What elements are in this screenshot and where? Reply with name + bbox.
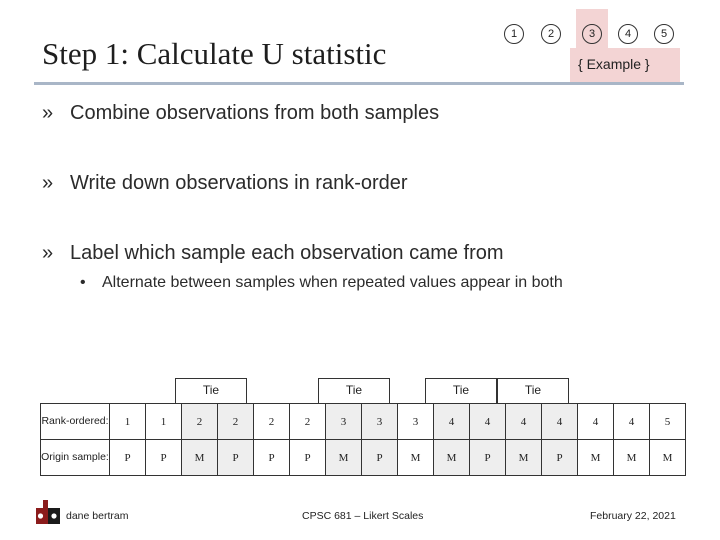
step-4-button[interactable]: 4 xyxy=(618,24,638,44)
rank-cell: 2 xyxy=(290,404,326,440)
origin-cell: M xyxy=(398,440,434,476)
tie-label: Tie xyxy=(452,383,470,397)
bullet-text: Label which sample each observation came from xyxy=(70,242,504,264)
step-5-button[interactable]: 5 xyxy=(654,24,674,44)
tie-bracket-2s xyxy=(175,378,247,404)
rank-table xyxy=(40,403,686,476)
rank-cell: 4 xyxy=(614,404,650,440)
origin-cell: M xyxy=(614,440,650,476)
origin-cell: M xyxy=(650,440,686,476)
rank-cell: 1 xyxy=(110,404,146,440)
bullet-text: Write down observations in rank-order xyxy=(70,172,408,194)
step-1-button[interactable]: 1 xyxy=(504,24,524,44)
origin-cell: M xyxy=(506,440,542,476)
rank-cell: 2 xyxy=(182,404,218,440)
origin-cell: P xyxy=(362,440,398,476)
db-logo-icon xyxy=(36,500,60,524)
rank-cell: 4 xyxy=(542,404,578,440)
row-label-origin: Origin sample: xyxy=(41,440,110,476)
step-2-button[interactable]: 2 xyxy=(541,24,561,44)
footer-course: CPSC 681 – Likert Scales xyxy=(302,510,424,522)
tie-bracket-4s-a xyxy=(425,378,497,404)
rank-cell: 4 xyxy=(434,404,470,440)
footer-date: February 22, 2021 xyxy=(590,510,676,522)
rank-cell: 5 xyxy=(650,404,686,440)
rank-cell: 2 xyxy=(218,404,254,440)
title-divider xyxy=(34,82,684,85)
tie-label: Tie xyxy=(524,383,542,397)
bullet-text: Combine observations from both samples xyxy=(70,102,440,124)
sub-bullet-mark: • xyxy=(80,274,86,291)
tie-label: Tie xyxy=(345,383,363,397)
table-row-origin xyxy=(41,440,686,476)
footer-author: dane bertram xyxy=(66,510,129,522)
tie-label: Tie xyxy=(202,383,220,397)
origin-cell: P xyxy=(218,440,254,476)
rank-cell: 3 xyxy=(398,404,434,440)
rank-cell: 4 xyxy=(470,404,506,440)
bullet-mark: » xyxy=(42,102,54,124)
rank-cell: 2 xyxy=(254,404,290,440)
rank-cell: 3 xyxy=(326,404,362,440)
sub-bullet-item xyxy=(80,274,563,292)
rank-cell: 4 xyxy=(578,404,614,440)
bullet-item xyxy=(42,242,504,265)
origin-cell: P xyxy=(470,440,506,476)
origin-cell: M xyxy=(182,440,218,476)
sub-bullet-text: Alternate between samples when repeated values appear in both xyxy=(102,274,563,291)
bullet-mark: » xyxy=(42,172,54,194)
bullet-item xyxy=(42,172,408,195)
rank-cell: 1 xyxy=(146,404,182,440)
tie-bracket-4s-b xyxy=(497,378,569,404)
row-label-rank: Rank-ordered: xyxy=(41,404,110,440)
rank-cell: 4 xyxy=(506,404,542,440)
bullet-item xyxy=(42,102,439,125)
origin-cell: P xyxy=(146,440,182,476)
origin-cell: M xyxy=(578,440,614,476)
origin-cell: M xyxy=(326,440,362,476)
step-3-button[interactable]: 3 xyxy=(582,24,602,44)
slide-title: Step 1: Calculate U statistic xyxy=(42,36,387,71)
bullet-mark: » xyxy=(42,242,54,264)
origin-cell: M xyxy=(434,440,470,476)
origin-cell: P xyxy=(290,440,326,476)
table-row-rank xyxy=(41,404,686,440)
example-link[interactable]: { Example } xyxy=(578,56,650,72)
rank-cell: 3 xyxy=(362,404,398,440)
origin-cell: P xyxy=(254,440,290,476)
origin-cell: P xyxy=(542,440,578,476)
tie-bracket-3s xyxy=(318,378,390,404)
origin-cell: P xyxy=(110,440,146,476)
